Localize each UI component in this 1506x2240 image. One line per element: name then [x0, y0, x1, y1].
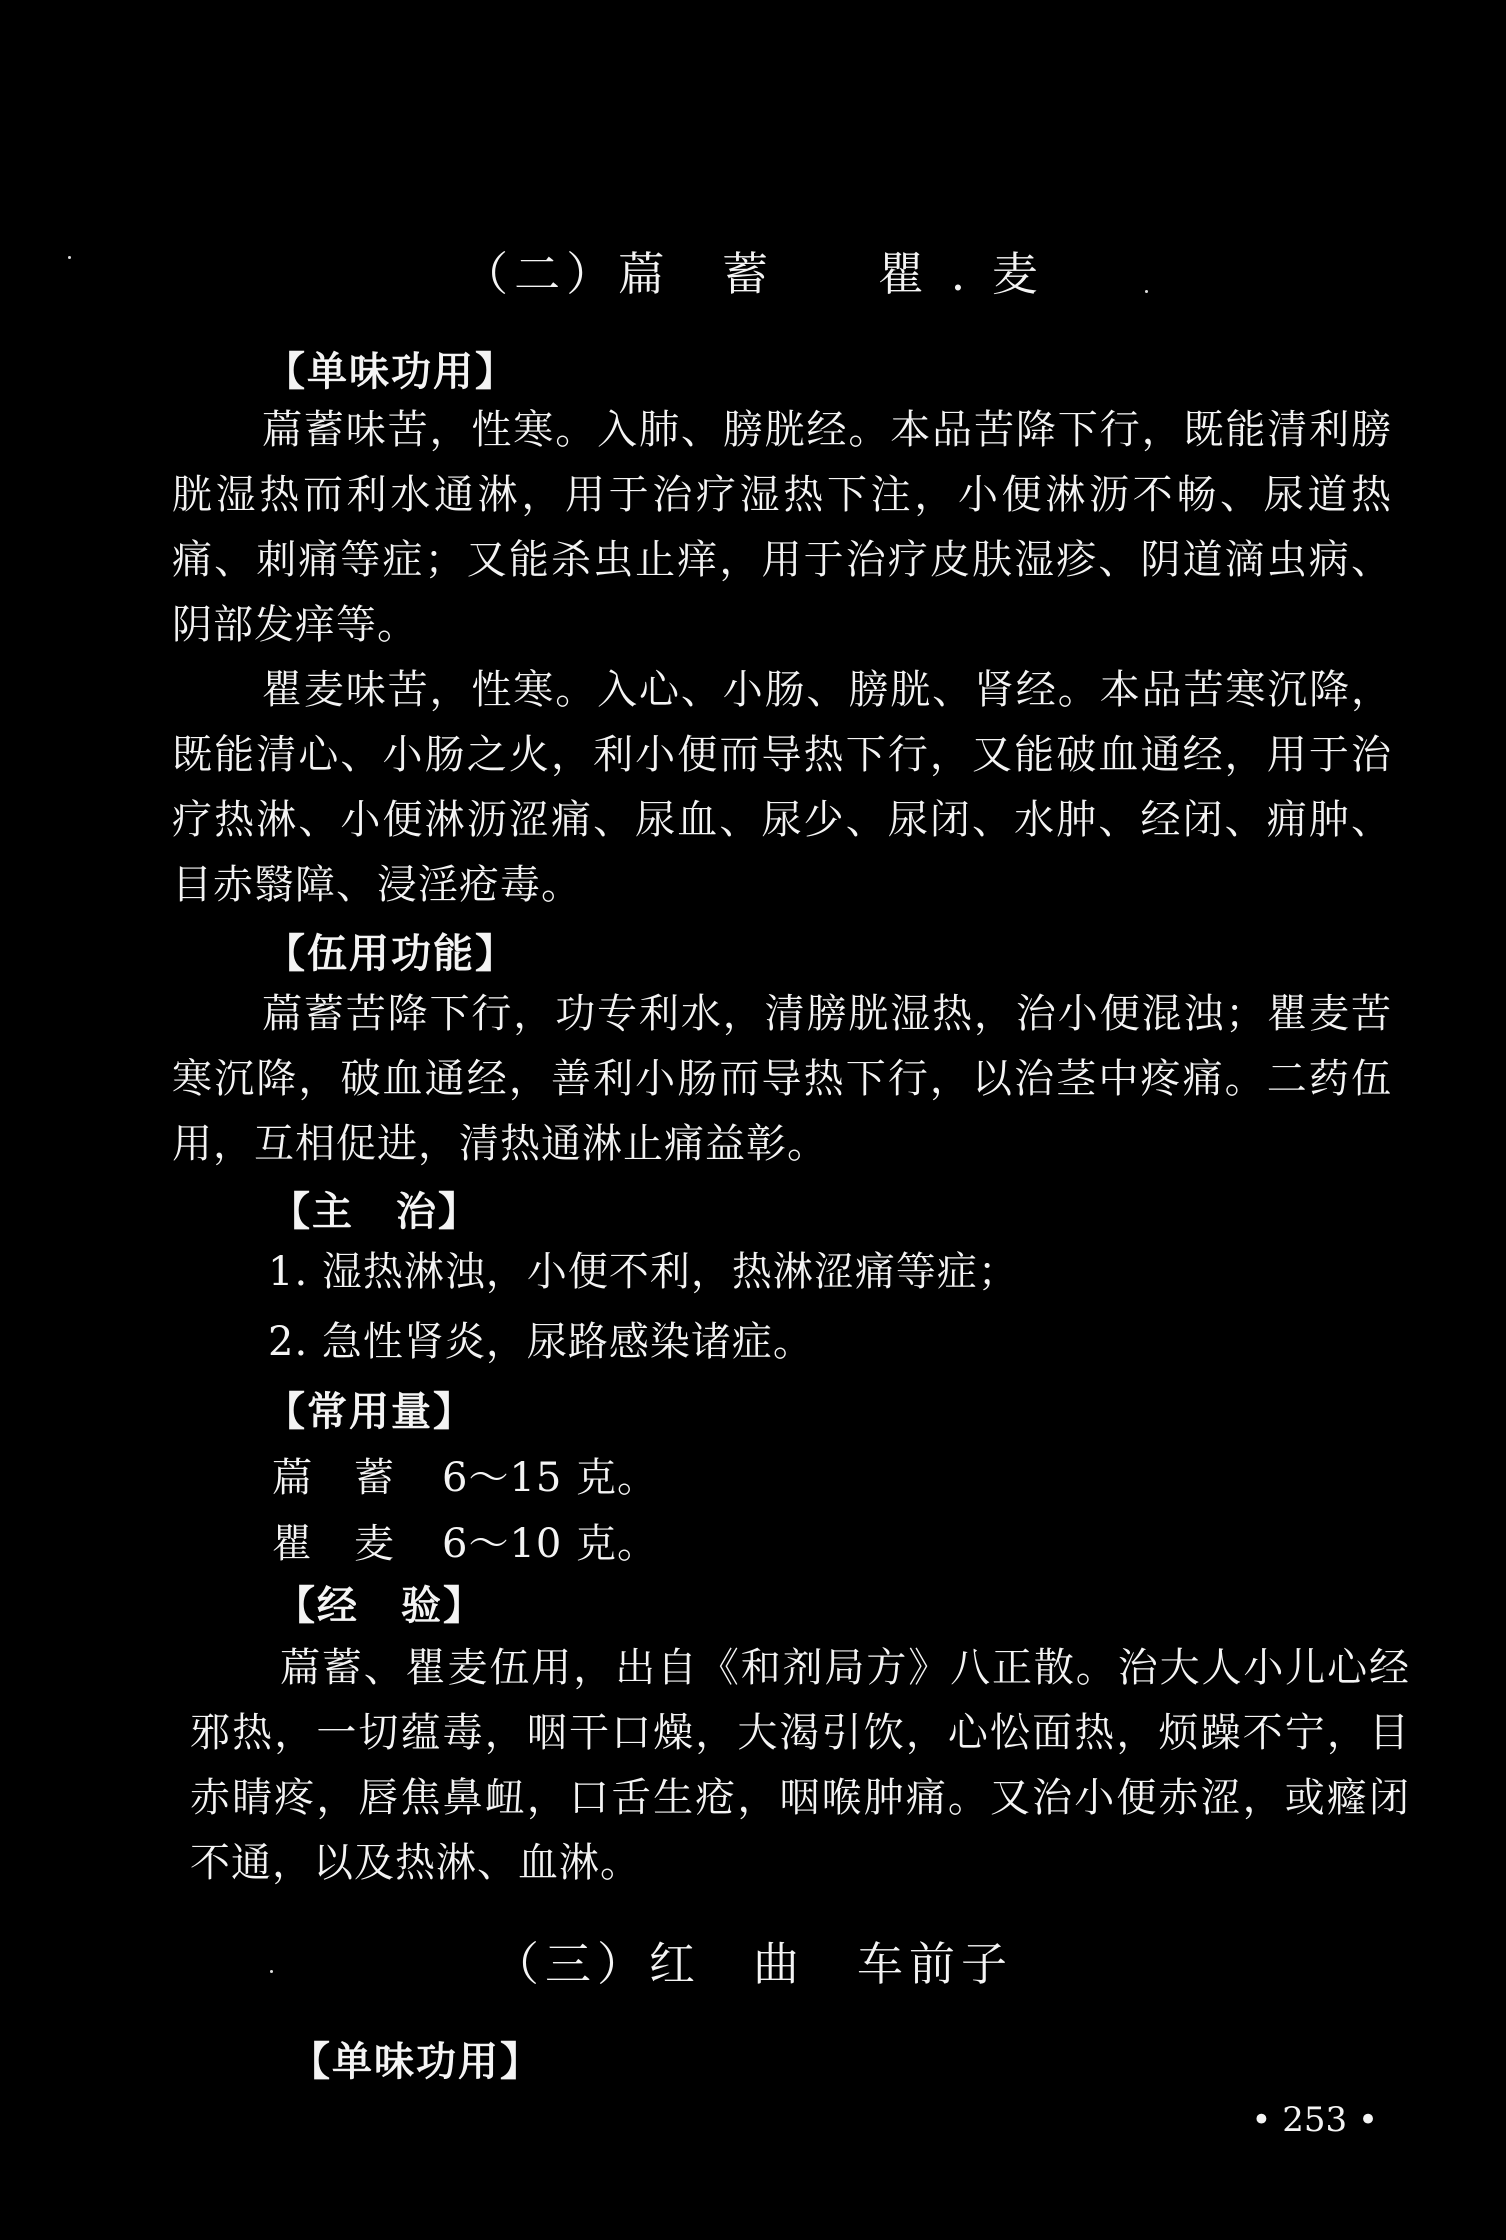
dosage-row: [272, 1512, 658, 1569]
indication-item: 1. 湿热淋浊，小便不利，热淋涩痛等症；: [268, 1249, 1019, 1295]
page-number: • 253 •: [1251, 2100, 1378, 2140]
paragraph-qumai-function: 瞿麦味苦，性寒。入心、小肠、膀胱、肾经。本品苦寒沉降，既能清心、小肠之火，利小便而导热下行，又能破血通经，用于治疗热淋、小便淋沥涩痛、尿血、尿少、尿闭、水肿、经闭、痈肿、目赤翳障、浸淫疮毒。: [172, 667, 1392, 908]
label-dosage: 【常用量】: [265, 1389, 475, 1435]
label-combined-function: 【伍用功能】: [265, 931, 517, 977]
dosage-herb-name: 萹蓄: [272, 1455, 436, 1501]
label-experience: 【经 验】: [275, 1583, 485, 1629]
label-single-herb-function-2: 【单味功用】: [290, 2039, 542, 2085]
dosage-amount: 6～15 克。: [442, 1455, 659, 1501]
dosage-amount: 6～10 克。: [442, 1521, 659, 1567]
paragraph-experience: 萹蓄、瞿麦伍用，出自《和剂局方》八正散。治大人小儿心经邪热，一切蕴毒，咽干口燥，大渴引饮，心忪面热，烦躁不宁，目赤睛疼，唇焦鼻衄，口舌生疮，咽喉肿痛。又治小便赤涩，或癃闭不通，以及热淋、血淋。: [190, 1645, 1410, 1886]
paragraph-bianxu-function: 萹蓄味苦，性寒。入肺、膀胱经。本品苦降下行，既能清利膀胱湿热而利水通淋，用于治疗湿热下注，小便淋沥不畅、尿道热痛、刺痛等症；又能杀虫止痒，用于治疗皮肤湿疹、阴道滴虫病、阴部发痒等。: [172, 407, 1392, 648]
section-heading-bianxu-qumai: （二）萹 蓄 瞿 . 麦: [462, 247, 1044, 301]
indication-item: 2. 急性肾炎，尿路感染诸症。: [268, 1319, 814, 1365]
label-indications: 【主 治】: [270, 1189, 480, 1235]
paragraph-combined-function: 萹蓄苦降下行，功专利水，清膀胱湿热，治小便混浊；瞿麦苦寒沉降，破血通经，善利小肠而导热下行，以治茎中疼痛。二药伍用，互相促进，清热通淋止痛益彰。: [172, 991, 1392, 1167]
label-single-herb-function: 【单味功用】: [265, 349, 517, 395]
section-heading-hongqu-cheqianzi: （三）红 曲 车前子: [493, 1937, 1013, 1991]
dosage-herb-name: 瞿麦: [272, 1521, 436, 1567]
dosage-row: [272, 1446, 658, 1503]
